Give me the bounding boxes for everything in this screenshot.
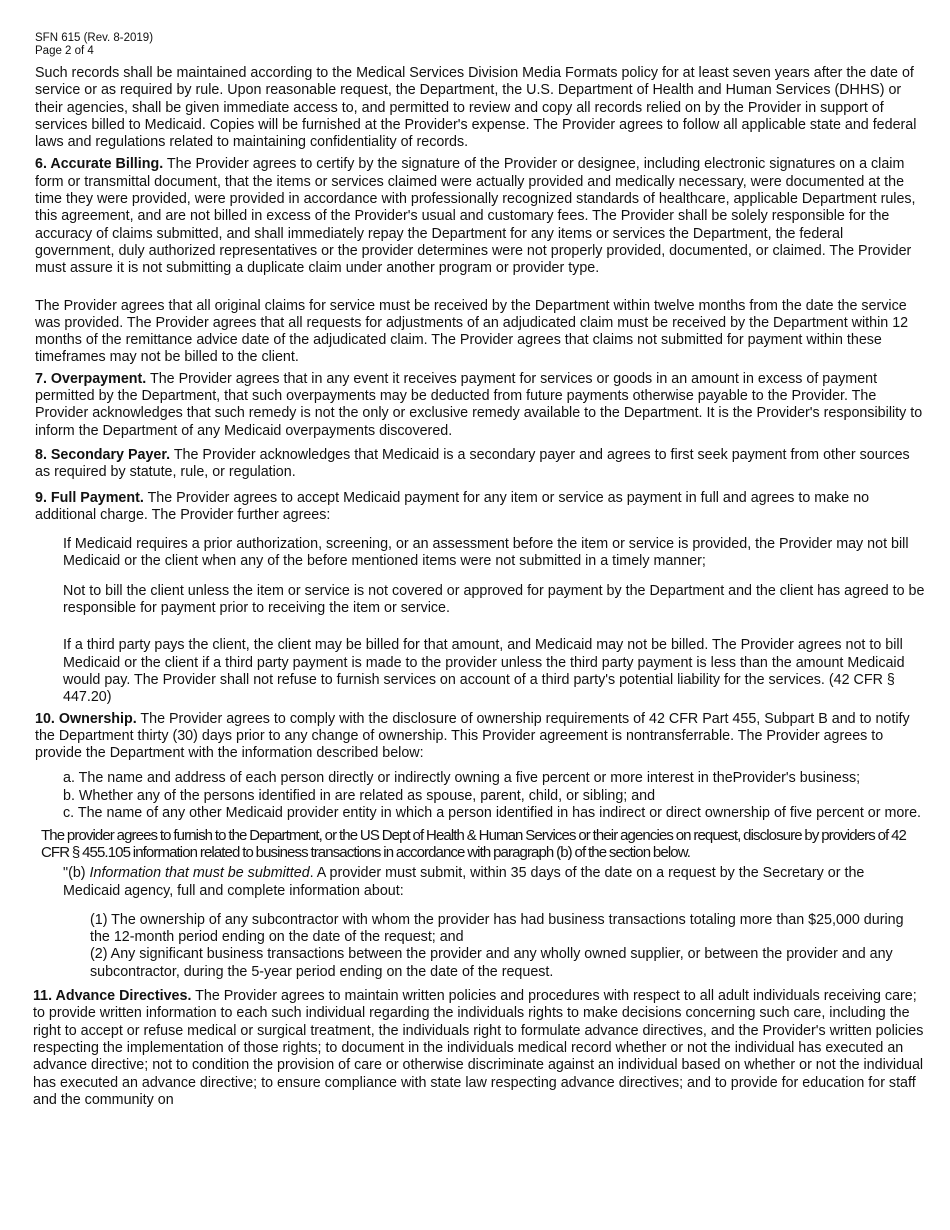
section-text: The Provider agrees to maintain written policies and procedures with respect to all adult individuals receiving care; to provide written information to each such individual regarding the individuals rights to make decisions concerning such care, including the right to accept or refuse medical or surgical treatment, the individuals right to formulate advance directives, and the Provider's written policies respecting the implementation of those rights; to document in the individuals medical record whether or not the individual has executed an advance directive; not to condition the provision of care or otherwise discriminate against an individual based on whether or not the individual has executed an advance directive; to ensure compliance with state law respecting advance directives; and to provide for education for staff and the community on [33, 988, 924, 1108]
full-payment-item: If a third party pays the client, the client may be billed for that amount, and Medicaid may not be billed. The Provider agrees not to bill Medicaid or the client if a third party payment is made to the provider unless the third party payment is less than the amount Medicaid would pay. The Provider shall not refuse to furnish services on account of a third party's potential liability for the services. (42 CFR § 447.20) [63, 637, 905, 706]
section-6-accurate-billing [35, 156, 925, 277]
quote-open: "(b) [63, 865, 90, 882]
regulation-subitem-2: (2) Any significant business transactions between the provider and any wholly owned supplier, or between the provider and any subcontractor, during the 5-year period ending on the date of the request. [90, 946, 893, 980]
section-heading: 8. Secondary Payer. [35, 446, 171, 463]
section-heading: 6. Accurate Billing. [35, 156, 164, 173]
document-body [35, 65, 925, 1109]
quote-italic-title: Information that must be submitted [89, 865, 310, 882]
quoted-regulation [35, 865, 925, 900]
ownership-item-a: a. The name and address of each person directly or indirectly owning a five percent or more interest in theProvider's business; [63, 770, 861, 787]
ownership-item-c: c. The name of any other Medicaid provider entity in which a person identified in has indirect or direct ownership of five percent or more. [63, 804, 921, 821]
section-7-overpayment [35, 371, 925, 440]
full-payment-item: If Medicaid requires a prior authorization, screening, or an assessment before the item or service is provided, the Provider may not bill Medicaid or the client when any of the before mentioned items were not submitted in a timely manner; [63, 536, 909, 570]
section-heading: 10. Ownership. [35, 710, 137, 727]
disclosure-paragraph: The provider agrees to furnish to the Department, or the US Dept of Health & Human Services or their agencies on request, disclosure by providers of 42 CFR § 455.105 information related to business transactions in accordance with paragraph (b) of the section below. [41, 827, 906, 862]
page-number: Page 2 of 4 [35, 44, 94, 57]
section-heading: 11. Advance Directives. [33, 988, 192, 1005]
section-6-claims-timeframe: The Provider agrees that all original claims for service must be received by the Department within twelve months from the date the service was provided. The Provider agrees that all requests for adjustments of an adjudicated claim must be received by the Department within 12 months of the remittance advice date of the adjudicated claim. The Provider agrees that claims not submitted for payment within these timeframes may not be billed to the client. [35, 297, 909, 366]
section-text: The Provider agrees that in any event it receives payment for services or goods in an amount in excess of payment permitted by the Department, that such overpayments may be deducted from future payments otherwise payable to the Provider. The Provider acknowledges that such remedy is not the only or exclusive remedy available to the Department. It is the Provider's responsibility to inform the Department of any Medicaid overpayments discovered. [35, 370, 923, 439]
section-10-ownership [35, 711, 925, 763]
section-text: The Provider agrees to comply with the disclosure of ownership requirements of 42 CFR Part 455, Subpart B and to notify the Department thirty (30) days prior to any change of ownership. This Provider agreement is nontransferrable. The Provider agrees to provide the Department with the information described below: [35, 710, 910, 762]
records-paragraph: Such records shall be maintained according to the Medical Services Division Media Formats policy for at least seven years after the date of service or as required by rule. Upon reasonable request, the Department, the U.S. Department of Health and Human Services (DHHS) or their agencies, shall be given immediate access to, and permitted to review and copy all records relied on by the Provider in support of services billed to Medicaid. Copies will be furnished at the Provider's expense. The Provider agrees to follow all applicable state and federal laws and regulations related to maintaining confidentiality of records. [35, 65, 917, 151]
section-8-secondary-payer [35, 447, 925, 482]
section-text: The Provider agrees to accept Medicaid payment for any item or service as payment in full and agrees to make no additional charge. The Provider further agrees: [35, 489, 870, 523]
full-payment-item: Not to bill the client unless the item or service is not covered or approved for payment by the Department and the client has agreed to be responsible for payment prior to receiving the item or service. [63, 582, 925, 617]
section-11-advance-directives [33, 988, 925, 1109]
form-header [35, 32, 153, 57]
section-9-full-payment [35, 490, 925, 525]
section-heading: 9. Full Payment. [35, 489, 144, 506]
section-heading: 7. Overpayment. [35, 370, 147, 387]
form-id: SFN 615 (Rev. 8-2019) [35, 32, 154, 44]
section-text: The Provider agrees to certify by the signature of the Provider or designee, including electronic signatures on a claim form or transmittal document, that the items or services claimed were actually provided and medically necessary, were documented at the time they were provided, were provided in accordance with professionally recognized standards of healthcare, applicable Department rules, this agreement, and are not billed in excess of the Provider's usual and customary fees. The Provider shall be solely responsible for the accuracy of claims submitted, and shall immediately repay the Department for any items or services the Department, the federal government, duly authorized representatives or the provider determines were not properly provided, documented, or claimed. The Provider must assure it is not submitting a duplicate claim under another program or provider type. [35, 156, 916, 277]
regulation-subitem-1: (1) The ownership of any subcontractor with whom the provider has had business transactions totaling more than $25,000 during the 12-month period ending on the date of the request; and [90, 911, 904, 946]
ownership-item-b: b. Whether any of the persons identified in are related as spouse, parent, child, or sibling; and [63, 787, 656, 804]
section-text: The Provider acknowledges that Medicaid is a secondary payer and agrees to first seek payment from other sources as required by statute, rule, or regulation. [35, 446, 910, 481]
quote-text: . A provider must submit, within 35 days of the date on a request by the Secretary or the Medicaid agency, full and complete information about: [63, 865, 865, 899]
